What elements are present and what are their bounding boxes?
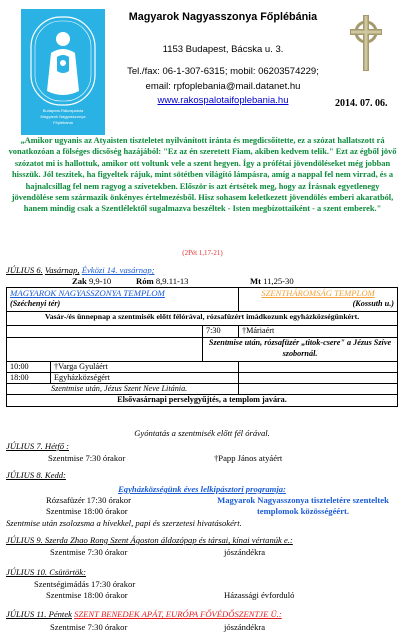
collection-note: Elsővasárnapi perselygyűjtés, a templom javára. bbox=[7, 395, 397, 407]
day-friday-title bbox=[6, 609, 398, 620]
church-1-street: (Széchenyi tér) bbox=[10, 298, 61, 308]
address: 1153 Budapest, Bácska u. 3. bbox=[162, 44, 284, 55]
tuesday-mass: Szentmise 18:00 órakor bbox=[46, 506, 128, 516]
sunday-note: Szentmise után, rózsafüzér „titok-csere" a Jézus Szíve szobornál. bbox=[208, 338, 392, 358]
church-1-name: MAGYAROK NAGYASSZONYA TEMPLOM bbox=[10, 288, 165, 298]
reading-1-ref: 9,9-10 bbox=[88, 276, 112, 286]
thursday-adoration: Szentségimádás 17:30 órakor bbox=[34, 579, 136, 589]
email: email: rpfoplebania@mail.datanet.hu bbox=[145, 81, 301, 92]
website-link[interactable]: www.rakospalotaifoplebania.hu bbox=[157, 95, 289, 106]
mass-intention-1: †Máriaért bbox=[242, 326, 275, 335]
reading-3-book: Mt bbox=[250, 276, 261, 286]
sunday-date: JÚLIUS 6. bbox=[6, 265, 43, 275]
program-heading: Egyházközségünk éves lelkipásztori programja: bbox=[118, 484, 286, 494]
wednesday-mass: Szentmise 7:30 órakor bbox=[50, 547, 128, 557]
celtic-cross-icon bbox=[347, 13, 385, 73]
prayer-notice: Vasár-/és ünnepnap a szentmisék előtt félórával, rózsafüzért imádkozunk egyházközségünkért. bbox=[7, 312, 397, 326]
day-monday-title: JÚLIUS 7. Hétfő : bbox=[6, 441, 70, 451]
friday-title: JÚLIUS 11. Péntek bbox=[6, 609, 72, 619]
logo-caption-3: Főplébánia bbox=[53, 120, 73, 125]
wednesday-intention: jószándékra bbox=[224, 547, 266, 557]
sunday-name: Vasárnap, bbox=[44, 265, 80, 275]
thursday-intention: Házassági évforduló bbox=[224, 590, 295, 600]
logo-caption-1: Budapest-Rákospalota bbox=[42, 108, 84, 113]
confession-note: Gyóntatás a szentmisék előtt fél órával. bbox=[134, 428, 270, 438]
tuesday-intention: Magyarok Nagyasszonya tiszteletére szenteltek templomok közösségéért. bbox=[217, 495, 389, 516]
tuesday-note: Szentmise után zsolozsma a hívekkel, papi és szerzetesi hivatásokért. bbox=[6, 518, 242, 528]
monday-mass: Szentmise 7:30 órakor bbox=[48, 453, 126, 463]
sunday-heading bbox=[6, 265, 398, 276]
mass-time-3: 18:00 bbox=[7, 373, 51, 383]
mass-intention-3: Egyházközségért bbox=[51, 373, 239, 383]
day-wednesday-title: JÚLIUS 9. Szerda Zhao Rong Szent Ágoston áldozópap és társai, kínai vértanúk e.: bbox=[6, 535, 293, 545]
parish-title: Magyarok Nagyasszonya Főplébánia bbox=[128, 11, 318, 23]
church-2-street: (Kossuth u.) bbox=[352, 298, 394, 308]
mass-time-1: 7:30 bbox=[203, 326, 239, 337]
friday-feast: SZENT BENEDEK APÁT, EURÓPA FŐVÉDŐSZENTJE Ü.: bbox=[74, 609, 282, 619]
friday-intention: jószándékra bbox=[224, 622, 266, 632]
thursday-mass: Szentmise 18:00 órakor bbox=[46, 590, 128, 600]
reading-3-ref: 11,25-30 bbox=[263, 276, 294, 286]
reading-1-book: Zak bbox=[72, 276, 87, 286]
phone: Tel./fax: 06-1-307-6315; mobil: 06203574229; bbox=[127, 66, 319, 77]
reading-2-book: Róm bbox=[136, 276, 154, 286]
sunday-week: Évközi 14. vasárnap; bbox=[81, 265, 155, 275]
church-2-name: SZENTHÁROMSÁG TEMPLOM bbox=[261, 288, 375, 298]
mass-schedule-table bbox=[6, 287, 398, 407]
bulletin-date: 2014. 07. 06. bbox=[335, 98, 388, 109]
tuesday-rosary: Rózsafüzér 17:30 órakor bbox=[46, 495, 131, 505]
scripture-quote: „Amikor ugyanis az Atyaisten tiszteletet nyilvánított iránta és megdicsőítette, ez a szózat hallatszott rá vonatkozóan a fölséges dicsőség hazájából: "Ez az én szeretett Fiam, akiben kedvem telik." Ezt az égből jövő szózatot mi is hallottuk, amikor ott voltunk vele a szent hegyen. Így a prófétai jövendöléseket még jobban hisszük. Jól teszitek, ha figyeltek rájuk, mint sötétben világító lámpásra, amíg a nappal fel nem virrad, és a hajnalcsillag fel nem ragyog a szívetekben. Először is azt értsétek meg, hogy az Írásnak egyetlenegy jövendölése sem származik önkényes értelmezésből. Hisz sohasem keletkezett jövendölés emberi akaratból, hanem mindig csak a Szentlélektől sugalmazva beszéltek - Isten megbízottaiként - a szent emberek." bbox=[8, 136, 397, 214]
reading-2-ref: 8,9.11-13 bbox=[155, 276, 189, 286]
parish-logo bbox=[21, 9, 105, 135]
day-tuesday-title: JÚLIUS 8. Kedd: bbox=[6, 470, 66, 480]
friday-mass: Szentmise 7:30 órakor bbox=[50, 622, 128, 632]
mass-time-2: 10:00 bbox=[7, 362, 51, 372]
logo-caption-2: Magyarok Nagyasszonya bbox=[40, 114, 86, 119]
monday-intention: †Papp János atyáért bbox=[214, 453, 283, 463]
litany-note: Szentmise után, Jézus Szent Neve Litánia. bbox=[7, 384, 239, 394]
mass-intention-2: †Varga Gyuláért bbox=[51, 362, 239, 372]
day-thursday-title: JÚLIUS 10. Csütörtök: bbox=[6, 567, 86, 577]
scripture-reference: (2Pét 1,17-21) bbox=[182, 249, 223, 257]
